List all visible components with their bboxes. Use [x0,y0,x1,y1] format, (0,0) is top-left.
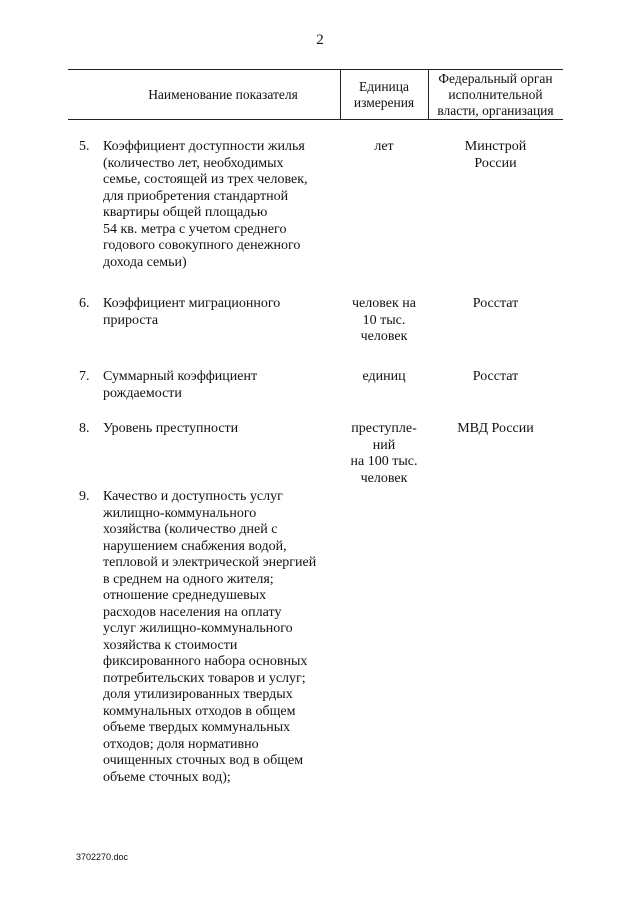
name-line: отходов; доля нормативно [103,736,259,752]
header-unit-line: Единица [358,78,409,94]
name-line: жилищно-коммунального [103,505,257,521]
name-line: Суммарный коэффициент [103,369,258,384]
name-line: семье, состоящей из трех человек, [103,172,308,187]
name-line: коммунальных отходов в общем [103,703,296,719]
table-header [68,70,563,119]
name-line: квартиры общей площадью [103,205,268,220]
name-line: отношение среднедушевых [103,588,267,603]
header-org-column [428,70,563,119]
name-line: годового совокупного денежного [103,238,301,253]
table-row [68,139,563,296]
unit-line: лет [374,139,394,154]
name-line: для приобретения стандартной [103,188,289,204]
unit-line: преступле- [351,421,417,436]
name-line: тепловой и электрической энергией [103,555,317,570]
row-number: 9. [79,489,90,504]
row-indicator-name [103,489,331,786]
name-line: очищенных сточных вод в общем [103,753,304,768]
file-name-footer: 3702270.doc [76,852,129,862]
org-line: Минстрой [464,139,527,154]
row-unit [340,421,428,487]
table-row [68,369,563,421]
unit-line: на 100 тыс. [350,454,418,469]
org-line: МВД России [457,421,534,436]
unit-line: ний [372,437,396,453]
row-indicator-name [103,139,331,271]
row-unit [340,369,428,386]
row-org [428,296,563,313]
row-org [428,369,563,386]
name-line: Качество и доступность услуг [103,489,283,504]
page-number: 2 [316,32,324,48]
table-row [68,421,563,489]
row-indicator-name [103,421,331,438]
name-line: объеме сточных вод); [103,769,231,785]
name-line: нарушением снабжения водой, [103,538,287,554]
row-indicator-name [103,296,331,329]
unit-line: человек [360,470,408,486]
name-line: Коэффициент миграционного [103,296,281,311]
name-line: хозяйства к стоимости [103,637,238,653]
row-unit [340,296,428,346]
name-line: расходов населения на оплату [103,604,282,620]
name-line: Коэффициент доступности жилья [103,139,305,154]
header-org-line: власти, организация [437,102,554,118]
name-line: доля утилизированных твердых [103,687,293,702]
name-line: прироста [103,312,159,328]
name-line: потребительских товаров и услуг; [103,670,306,686]
name-line: дохода семьи) [103,254,187,270]
header-org-line: исполнительной [448,86,543,102]
header-name-column: Наименование показателя [148,86,298,102]
row-number: 7. [79,369,90,384]
row-number: 6. [79,296,90,311]
org-line: Росстат [472,296,519,311]
row-unit [340,139,428,156]
name-line: 54 кв. метра с учетом среднего [103,221,287,237]
table-body [68,139,563,799]
header-org-line: Федеральный орган [438,70,553,86]
name-line: хозяйства (количество дней с [103,522,278,537]
name-line: (количество лет, необходимых [103,155,284,171]
header-unit-column [340,70,428,119]
table-header-rule [68,119,563,120]
unit-line: единиц [362,369,406,384]
header-unit-line: измерения [353,94,415,110]
unit-line: человек на [352,296,416,311]
name-line: рождаемости [103,385,182,401]
table-row [68,489,563,799]
unit-line: 10 тыс. [362,312,406,328]
name-line: фиксированного набора основных [103,654,308,669]
row-org [428,139,563,172]
row-number: 5. [79,139,90,154]
unit-line: человек [360,329,408,344]
name-line: Уровень преступности [103,421,239,436]
row-number: 8. [79,421,90,436]
name-line: в среднем на одного жителя; [103,571,274,587]
name-line: объеме твердых коммунальных [103,720,291,735]
table-row [68,296,563,369]
org-line: Росстат [472,369,519,384]
name-line: услуг жилищно-коммунального [103,621,293,636]
org-line: России [474,155,517,171]
row-indicator-name [103,369,331,402]
row-org [428,421,563,438]
